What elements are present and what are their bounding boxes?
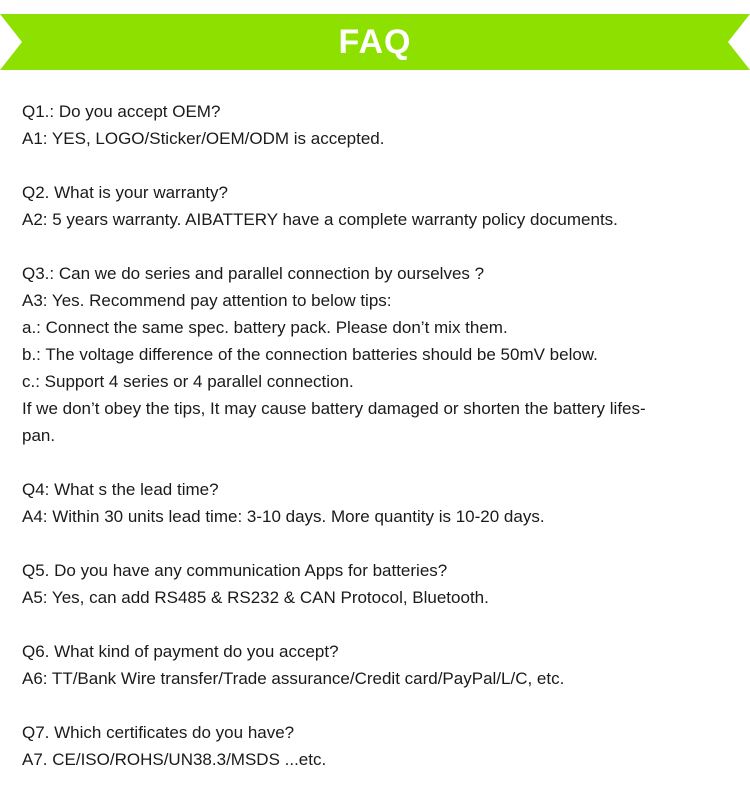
faq-spacer [22, 152, 722, 179]
faq-list [22, 98, 722, 773]
faq-answer: A5: Yes, can add RS485 & RS232 & CAN Protocol, Bluetooth. [22, 588, 489, 607]
faq-answer-detail: a.: Connect the same spec. battery pack. Please don’t mix them. [22, 318, 508, 337]
faq-item-4 [22, 476, 722, 530]
faq-item-2 [22, 179, 722, 233]
faq-answer: A2: 5 years warranty. AIBATTERY have a complete warranty policy documents. [22, 210, 618, 229]
faq-question: Q1.: Do you accept OEM? [22, 102, 221, 121]
faq-banner [0, 0, 750, 84]
faq-item-7 [22, 719, 722, 773]
faq-question: Q5. Do you have any communication Apps for batteries? [22, 561, 448, 580]
faq-item-6 [22, 638, 722, 692]
faq-answer: A3: Yes. Recommend pay attention to below tips: [22, 291, 392, 310]
faq-question: Q6. What kind of payment do you accept? [22, 642, 339, 661]
faq-answer-detail: pan. [22, 426, 56, 445]
faq-spacer [22, 530, 722, 557]
faq-answer: A1: YES, LOGO/Sticker/OEM/ODM is accepted. [22, 129, 385, 148]
banner-title: FAQ [338, 23, 412, 61]
faq-spacer [22, 611, 722, 638]
faq-spacer [22, 449, 722, 476]
faq-answer: A4: Within 30 units lead time: 3-10 days. More quantity is 10-20 days. [22, 507, 545, 526]
faq-spacer [22, 692, 722, 719]
faq-item-5 [22, 557, 722, 611]
faq-answer: A6: TT/Bank Wire transfer/Trade assurance/Credit card/PayPal/L/C, etc. [22, 669, 565, 688]
faq-item-3 [22, 260, 722, 449]
faq-question: Q2. What is your warranty? [22, 183, 228, 202]
faq-answer-detail: c.: Support 4 series or 4 parallel connection. [22, 372, 354, 391]
faq-item-1 [22, 98, 722, 152]
faq-answer-detail: b.: The voltage difference of the connection batteries should be 50mV below. [22, 345, 598, 364]
faq-answer: A7. CE/ISO/ROHS/UN38.3/MSDS ...etc. [22, 750, 327, 769]
faq-question: Q4: What s the lead time? [22, 480, 219, 499]
faq-answer-detail: If we don’t obey the tips, It may cause battery damaged or shorten the battery lifes- [22, 399, 646, 418]
faq-question: Q3.: Can we do series and parallel connection by ourselves ? [22, 264, 485, 283]
faq-question: Q7. Which certificates do you have? [22, 723, 295, 742]
faq-spacer [22, 233, 722, 260]
